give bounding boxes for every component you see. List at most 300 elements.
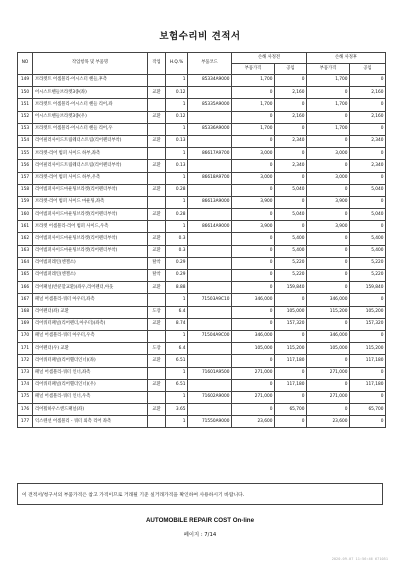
cell-price-before: 271,000 xyxy=(232,367,275,379)
cell-price-after: 0 xyxy=(307,184,350,196)
cell-labor-before: 5,220 xyxy=(275,270,307,282)
col-work-item: 작업항목 및 부품명 xyxy=(33,53,148,75)
cell-operation: 탈착 xyxy=(148,270,166,282)
table-row xyxy=(18,270,386,282)
cell-price-after: 271,000 xyxy=(307,367,350,379)
cell-labor-after: 115,200 xyxy=(350,343,386,355)
cell-price-after: 1,700 xyxy=(307,75,350,87)
cell-labor-after: 117,180 xyxy=(350,355,386,367)
cell-part-code: 86613A9000 xyxy=(188,196,232,208)
cell-labor-after: 5,040 xyxy=(350,209,386,221)
cell-price-after: 3,000 xyxy=(307,172,350,184)
cell-work-item: 리어쿼터패널(리어휀더인너)(좌) xyxy=(33,355,148,367)
cell-part-code xyxy=(188,355,232,367)
cell-price-before: 0 xyxy=(232,318,275,330)
cell-labor-after: 2,340 xyxy=(350,135,386,147)
cell-price-before: 0 xyxy=(232,111,275,123)
cell-price-before: 0 xyxy=(232,257,275,269)
cell-price-before: 3,000 xyxy=(232,172,275,184)
cell-hq: 0.28 xyxy=(166,209,188,221)
cell-operation xyxy=(148,196,166,208)
cell-price-after: 3,000 xyxy=(307,148,350,160)
cell-work-item: 익스텐션 어셈블리 - 쿼터 외측 리어 좌측 xyxy=(33,416,148,428)
table-row xyxy=(18,184,386,196)
cell-labor-after: 159,840 xyxy=(350,282,386,294)
cell-price-before: 0 xyxy=(232,87,275,99)
cell-operation: 교환 xyxy=(148,111,166,123)
cell-work-item: 리어패널(반분할교환)(좌우,리어펜더,아웃 xyxy=(33,282,148,294)
cell-operation: 탈착 xyxy=(148,257,166,269)
cell-labor-after: 5,220 xyxy=(350,257,386,269)
cell-hq: 1 xyxy=(166,294,188,306)
cell-labor-before: 2,160 xyxy=(275,87,307,99)
cell-labor-before: 117,180 xyxy=(275,379,307,391)
table-row xyxy=(18,306,386,318)
cell-operation: 교환 xyxy=(148,160,166,172)
cell-part-code xyxy=(188,87,232,99)
cell-no: 167 xyxy=(18,294,33,306)
cell-labor-after: 0 xyxy=(350,148,386,160)
cell-price-before: 23,600 xyxy=(232,416,275,428)
cell-labor-after: 117,180 xyxy=(350,379,386,391)
table-row xyxy=(18,245,386,257)
cell-operation xyxy=(148,416,166,428)
cell-price-after: 0 xyxy=(307,135,350,147)
cell-labor-before: 105,000 xyxy=(275,306,307,318)
cell-no: 171 xyxy=(18,343,33,355)
table-row xyxy=(18,148,386,160)
cell-operation xyxy=(148,172,166,184)
notice-text: 이 견적서/청구서의 부품가격은 참고 가격이므로 거래될 기준 실거래가격을 확인하여 사용하시기 바랍니다. xyxy=(22,492,245,498)
cell-part-code: 86617A9700 xyxy=(188,148,232,160)
cell-labor-before: 0 xyxy=(275,172,307,184)
cell-price-before: 0 xyxy=(232,184,275,196)
cell-price-before: 0 xyxy=(232,379,275,391)
cell-work-item: 리어펜더(좌) 교환 xyxy=(33,306,148,318)
cell-labor-after: 0 xyxy=(350,99,386,111)
cell-labor-after: 157,320 xyxy=(350,318,386,330)
cell-price-before: 0 xyxy=(232,355,275,367)
cell-operation: 교환 xyxy=(148,233,166,245)
cell-no: 157 xyxy=(18,172,33,184)
cell-price-before: 105,000 xyxy=(232,343,275,355)
table-row xyxy=(18,294,386,306)
cell-labor-after: 0 xyxy=(350,172,386,184)
cell-operation: 도장 xyxy=(148,306,166,318)
cell-labor-before: 0 xyxy=(275,221,307,233)
cell-price-after: 3,900 xyxy=(307,221,350,233)
cell-operation xyxy=(148,123,166,135)
cell-labor-before: 157,320 xyxy=(275,318,307,330)
cell-no: 177 xyxy=(18,416,33,428)
cell-labor-after: 2,160 xyxy=(350,87,386,99)
cell-labor-before: 0 xyxy=(275,416,307,428)
cell-operation: 교환 xyxy=(148,209,166,221)
cell-labor-after: 5,040 xyxy=(350,184,386,196)
cell-part-code xyxy=(188,245,232,257)
cell-labor-after: 0 xyxy=(350,416,386,428)
cell-labor-after: 65,700 xyxy=(350,404,386,416)
cell-labor-before: 0 xyxy=(275,75,307,87)
cell-work-item: 리어펜더(우) 교환 xyxy=(33,343,148,355)
cell-labor-before: 0 xyxy=(275,330,307,342)
table-row xyxy=(18,75,386,87)
cell-price-after: 0 xyxy=(307,282,350,294)
cell-labor-before: 0 xyxy=(275,123,307,135)
cell-hq: 0.28 xyxy=(166,184,188,196)
cell-no: 149 xyxy=(18,75,33,87)
cell-labor-after: 0 xyxy=(350,294,386,306)
cell-hq: 8.74 xyxy=(166,318,188,330)
cell-price-before: 1,700 xyxy=(232,75,275,87)
cell-no: 169 xyxy=(18,318,33,330)
cell-price-before: 0 xyxy=(232,282,275,294)
cell-price-before: 0 xyxy=(232,306,275,318)
cell-hq: 0.3 xyxy=(166,233,188,245)
cell-part-code xyxy=(188,282,232,294)
cell-operation: 교환 xyxy=(148,184,166,196)
cell-labor-before: 0 xyxy=(275,294,307,306)
cell-no: 163 xyxy=(18,245,33,257)
cell-hq: 1 xyxy=(166,75,188,87)
cell-work-item: 브라켓-리어 범퍼 사이드 마운팅,좌측 xyxy=(33,196,148,208)
cell-labor-after: 0 xyxy=(350,221,386,233)
cell-no: 154 xyxy=(18,135,33,147)
cell-no: 159 xyxy=(18,196,33,208)
cell-price-before: 346,000 xyxy=(232,294,275,306)
cell-labor-before: 5,220 xyxy=(275,257,307,269)
col-part-code: 부품코드 xyxy=(188,53,232,75)
cell-work-item: 패널 어셈블리-쿼터 인너,우측 xyxy=(33,391,148,403)
cell-part-code: 71602A9000 xyxy=(188,391,232,403)
col-group-after: 손해 사정후 xyxy=(307,53,386,64)
cell-no: 175 xyxy=(18,391,33,403)
cell-work-item: 리어범퍼사이드마운팅브라켓(리어펜더부착) xyxy=(33,233,148,245)
col-no: NO xyxy=(18,53,33,75)
cell-labor-after: 105,200 xyxy=(350,306,386,318)
cell-work-item: 리어쿼터패널(리어펜더,아우터)(좌측) xyxy=(33,318,148,330)
cell-hq: 0.13 xyxy=(166,135,188,147)
cell-price-after: 0 xyxy=(307,160,350,172)
cell-labor-before: 65,700 xyxy=(275,404,307,416)
cell-no: 174 xyxy=(18,379,33,391)
notice-box xyxy=(17,483,383,505)
cell-price-after: 0 xyxy=(307,257,350,269)
cell-price-after: 0 xyxy=(307,87,350,99)
cell-no: 153 xyxy=(18,123,33,135)
cell-price-after: 0 xyxy=(307,404,350,416)
table-header xyxy=(18,53,386,75)
cell-hq: 3.65 xyxy=(166,404,188,416)
cell-work-item: 리어쿼터패널(리어휀더인너)(우) xyxy=(33,379,148,391)
cell-labor-before: 0 xyxy=(275,99,307,111)
cell-labor-before: 5,400 xyxy=(275,245,307,257)
cell-hq: 0.13 xyxy=(166,160,188,172)
table-row xyxy=(18,282,386,294)
cell-hq: 1 xyxy=(166,330,188,342)
cell-part-code xyxy=(188,404,232,416)
cell-labor-after: 5,400 xyxy=(350,233,386,245)
table-row xyxy=(18,172,386,184)
cell-labor-before: 0 xyxy=(275,367,307,379)
cell-price-after: 346,000 xyxy=(307,294,350,306)
cell-part-code: 71503A9C10 xyxy=(188,294,232,306)
cell-hq: 1 xyxy=(166,172,188,184)
cell-part-code xyxy=(188,209,232,221)
table-row xyxy=(18,123,386,135)
cell-no: 161 xyxy=(18,221,33,233)
cell-part-code xyxy=(188,343,232,355)
table-row xyxy=(18,355,386,367)
table-row xyxy=(18,257,386,269)
cell-price-after: 0 xyxy=(307,379,350,391)
cell-price-before: 0 xyxy=(232,245,275,257)
cell-hq: 0.29 xyxy=(166,257,188,269)
cell-operation xyxy=(148,330,166,342)
cell-no: 165 xyxy=(18,270,33,282)
cell-labor-before: 159,840 xyxy=(275,282,307,294)
table-row xyxy=(18,416,386,428)
table-row xyxy=(18,330,386,342)
cell-part-code: 86618A9700 xyxy=(188,172,232,184)
cell-work-item: 브라켓-리어 범퍼 사이드 하부,좌측 xyxy=(33,148,148,160)
cell-hq: 0.12 xyxy=(166,111,188,123)
cell-labor-before: 2,340 xyxy=(275,135,307,147)
cell-labor-after: 0 xyxy=(350,367,386,379)
cell-hq: 1 xyxy=(166,416,188,428)
cell-no: 152 xyxy=(18,111,33,123)
cell-no: 160 xyxy=(18,209,33,221)
cell-labor-before: 2,160 xyxy=(275,111,307,123)
cell-part-code xyxy=(188,257,232,269)
cell-work-item: 리어범퍼사이드마운팅브라켓(리어펜더부착) xyxy=(33,245,148,257)
table-row xyxy=(18,379,386,391)
cell-no: 176 xyxy=(18,404,33,416)
cell-operation xyxy=(148,294,166,306)
print-timestamp: 2020-09-07 11:56:46 671051 xyxy=(331,557,388,561)
cell-work-item: 어시스트핸들브라켓3종(좌) xyxy=(33,87,148,99)
cell-price-after: 0 xyxy=(307,209,350,221)
cell-operation: 도장 xyxy=(148,343,166,355)
cell-price-before: 271,000 xyxy=(232,391,275,403)
cell-no: 162 xyxy=(18,233,33,245)
cell-hq: 6.4 xyxy=(166,306,188,318)
cell-work-item: 패널 어셈블리-쿼터 인너,좌측 xyxy=(33,367,148,379)
cell-price-before: 0 xyxy=(232,160,275,172)
cell-part-code xyxy=(188,184,232,196)
table-row xyxy=(18,367,386,379)
cell-hq: 0.29 xyxy=(166,270,188,282)
col-group-before: 손해 사정전 xyxy=(232,53,307,64)
table-row xyxy=(18,209,386,221)
cell-operation xyxy=(148,75,166,87)
col-labor-after: 공임 xyxy=(350,64,386,75)
document-title: 보험수리비 견적서 xyxy=(159,31,241,42)
table-row xyxy=(18,99,386,111)
table-row xyxy=(18,87,386,99)
cell-no: 155 xyxy=(18,148,33,160)
cell-operation: 교환 xyxy=(148,282,166,294)
cell-operation: 교환 xyxy=(148,355,166,367)
cell-part-code: 71504A9C00 xyxy=(188,330,232,342)
cell-work-item: 브라켓트 어셈블리-어시스터 핸들 리어,우 xyxy=(33,123,148,135)
cell-operation xyxy=(148,99,166,111)
cell-labor-after: 0 xyxy=(350,330,386,342)
cell-hq: 6.4 xyxy=(166,343,188,355)
cell-price-after: 0 xyxy=(307,355,350,367)
cell-part-code xyxy=(188,318,232,330)
cell-price-before: 3,000 xyxy=(232,148,275,160)
cell-price-after: 1,700 xyxy=(307,123,350,135)
cell-labor-before: 0 xyxy=(275,196,307,208)
cell-part-code xyxy=(188,379,232,391)
cell-labor-after: 2,340 xyxy=(350,160,386,172)
cell-labor-after: 0 xyxy=(350,123,386,135)
cell-no: 151 xyxy=(18,99,33,111)
cell-price-before: 1,700 xyxy=(232,123,275,135)
cell-price-after: 0 xyxy=(307,245,350,257)
cell-part-code: 85336A9000 xyxy=(188,123,232,135)
cell-work-item: 리어휠하우스앤드패널(좌) xyxy=(33,404,148,416)
cell-no: 164 xyxy=(18,257,33,269)
cell-price-before: 3,900 xyxy=(232,221,275,233)
cell-operation: 교환 xyxy=(148,135,166,147)
cell-price-after: 115,200 xyxy=(307,306,350,318)
cell-price-before: 3,900 xyxy=(232,196,275,208)
cell-price-before: 0 xyxy=(232,270,275,282)
cell-work-item: 리어범퍼레인(엔젤소) xyxy=(33,257,148,269)
cell-operation: 교환 xyxy=(148,404,166,416)
cell-work-item: 브라켓트 어셈블리-어시스터 핸들 리어,좌 xyxy=(33,99,148,111)
cell-operation: 교환 xyxy=(148,379,166,391)
cell-operation: 교환 xyxy=(148,318,166,330)
cell-price-before: 0 xyxy=(232,135,275,147)
table-row xyxy=(18,135,386,147)
cell-part-code xyxy=(188,111,232,123)
cell-operation xyxy=(148,148,166,160)
cell-price-before: 1,700 xyxy=(232,99,275,111)
cell-price-before: 0 xyxy=(232,233,275,245)
cell-no: 158 xyxy=(18,184,33,196)
cell-labor-after: 0 xyxy=(350,75,386,87)
cell-price-after: 1,700 xyxy=(307,99,350,111)
table-row xyxy=(18,343,386,355)
cell-work-item: 리어필러사이드트림웨더스트립(리어펜더부착) xyxy=(33,160,148,172)
cell-hq: 1 xyxy=(166,367,188,379)
cell-no: 156 xyxy=(18,160,33,172)
cell-labor-before: 0 xyxy=(275,148,307,160)
cell-price-before: 0 xyxy=(232,404,275,416)
table-body xyxy=(18,75,386,428)
cell-labor-after: 0 xyxy=(350,391,386,403)
cell-price-after: 0 xyxy=(307,270,350,282)
cell-part-code: 85335A9000 xyxy=(188,99,232,111)
cell-hq: 8.88 xyxy=(166,282,188,294)
cell-hq: 1 xyxy=(166,123,188,135)
col-labor-before: 공임 xyxy=(275,64,307,75)
cell-labor-after: 5,220 xyxy=(350,270,386,282)
cell-labor-after: 5,400 xyxy=(350,245,386,257)
cell-labor-before: 5,040 xyxy=(275,184,307,196)
cell-work-item: 패널 어셈블리-쿼터 아우터,우측 xyxy=(33,330,148,342)
cell-price-after: 105,000 xyxy=(307,343,350,355)
table-row xyxy=(18,391,386,403)
cell-labor-before: 115,200 xyxy=(275,343,307,355)
cell-hq: 1 xyxy=(166,196,188,208)
cell-labor-after: 0 xyxy=(350,196,386,208)
table-row xyxy=(18,160,386,172)
cell-labor-after: 2,160 xyxy=(350,111,386,123)
cell-part-code: 71601A9500 xyxy=(188,367,232,379)
footer-brand: AUTOMOBILE REPAIR COST On-line xyxy=(145,517,255,524)
cell-price-after: 0 xyxy=(307,318,350,330)
cell-operation: 교환 xyxy=(148,245,166,257)
cell-work-item: 브라켓-리어 범퍼 사이드 하부,우측 xyxy=(33,172,148,184)
estimate-table xyxy=(17,52,386,428)
cell-price-after: 346,000 xyxy=(307,330,350,342)
cell-part-code xyxy=(188,160,232,172)
cell-part-code xyxy=(188,233,232,245)
cell-labor-before: 5,040 xyxy=(275,209,307,221)
table-row xyxy=(18,404,386,416)
cell-no: 172 xyxy=(18,355,33,367)
cell-part-code: 85334A9000 xyxy=(188,75,232,87)
cell-part-code xyxy=(188,270,232,282)
cell-work-item: 어시스트핸들브라켓3종(우) xyxy=(33,111,148,123)
cell-operation xyxy=(148,367,166,379)
table-row xyxy=(18,111,386,123)
cell-work-item: 리어범퍼사이드마운팅브라켓(리어펜더부착) xyxy=(33,184,148,196)
cell-no: 173 xyxy=(18,367,33,379)
cell-hq: 1 xyxy=(166,221,188,233)
cell-labor-before: 0 xyxy=(275,391,307,403)
table-row xyxy=(18,318,386,330)
cell-labor-before: 5,400 xyxy=(275,233,307,245)
cell-price-after: 3,900 xyxy=(307,196,350,208)
cell-work-item: 리어범퍼레인(엔젤소) xyxy=(33,270,148,282)
cell-operation xyxy=(148,391,166,403)
col-hq: H.Q.% xyxy=(166,53,188,75)
cell-hq: 6.51 xyxy=(166,379,188,391)
cell-part-code xyxy=(188,135,232,147)
cell-labor-before: 117,180 xyxy=(275,355,307,367)
table-row xyxy=(18,221,386,233)
col-price-before: 부품가격 xyxy=(232,64,275,75)
cell-hq: 1 xyxy=(166,99,188,111)
cell-price-after: 23,600 xyxy=(307,416,350,428)
col-operation: 작업 xyxy=(148,53,166,75)
cell-hq: 0.12 xyxy=(166,87,188,99)
table-row xyxy=(18,196,386,208)
page-number: 페이지 : 7/14 xyxy=(183,532,217,538)
cell-no: 170 xyxy=(18,330,33,342)
cell-hq: 1 xyxy=(166,148,188,160)
cell-hq: 1 xyxy=(166,391,188,403)
cell-part-code xyxy=(188,306,232,318)
cell-no: 150 xyxy=(18,87,33,99)
table-row xyxy=(18,233,386,245)
col-price-after: 부품가격 xyxy=(307,64,350,75)
cell-price-after: 0 xyxy=(307,233,350,245)
cell-work-item: 브라켓트 어셈블리-어시스터 핸들,후측 xyxy=(33,75,148,87)
cell-work-item: 패널 어셈블리-쿼터 아우터,좌측 xyxy=(33,294,148,306)
cell-work-item: 리어범퍼사이드마운팅브라켓(리어펜더부착) xyxy=(33,209,148,221)
cell-work-item: 브라켓 어셈블리-리어 범퍼 사이드,우측 xyxy=(33,221,148,233)
cell-price-before: 0 xyxy=(232,209,275,221)
cell-price-after: 0 xyxy=(307,111,350,123)
cell-price-before: 346,000 xyxy=(232,330,275,342)
cell-price-after: 271,000 xyxy=(307,391,350,403)
